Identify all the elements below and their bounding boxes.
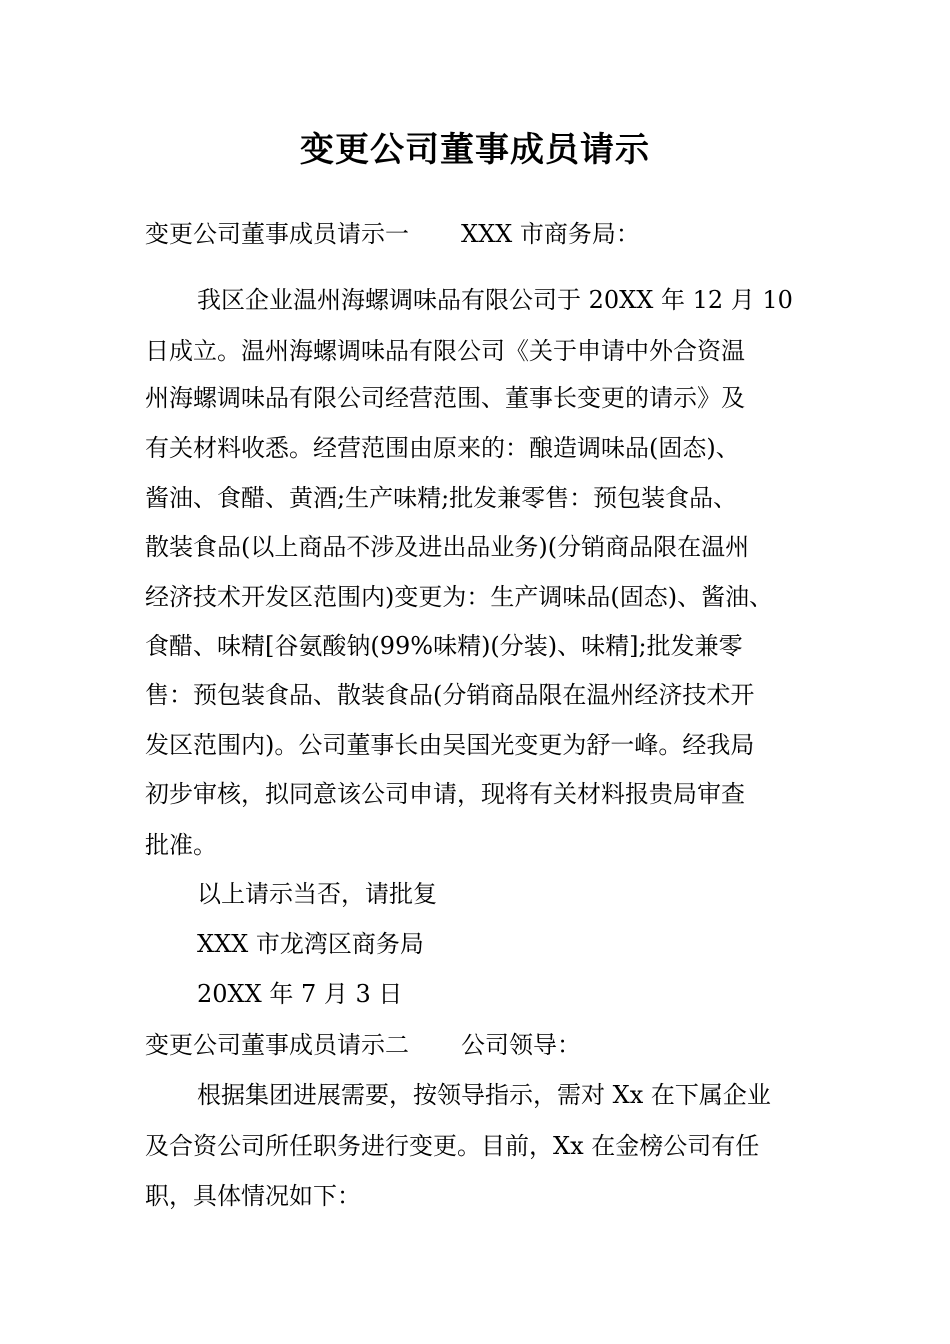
section2-heading-line — [145, 1029, 581, 1061]
paragraph-line: 有关材料收悉。经营范围由原来的：酿造调味品(固态)、 — [145, 434, 740, 462]
paragraph-line: 根据集团进展需要，按领导指示，需对 Xx 在下属企业 — [197, 1081, 771, 1109]
section1-heading-line — [145, 218, 640, 250]
section2-addressee: 公司领导： — [461, 1031, 581, 1059]
paragraph-line: 及合资公司所任职务进行变更。目前，Xx 在金榜公司有任 — [145, 1132, 760, 1160]
paragraph-line: 批准。 — [145, 831, 217, 859]
section2-heading: 变更公司董事成员请示二 — [145, 1031, 409, 1059]
paragraph-line: 初步审核，拟同意该公司申请，现将有关材料报贵局审查 — [145, 780, 745, 808]
paragraph-line: 日成立。温州海螺调味品有限公司《关于申请中外合资温 — [145, 337, 745, 365]
sender-line: XXX 市龙湾区商务局 — [197, 930, 424, 958]
paragraph-line: 售：预包装食品、散装食品(分销商品限在温州经济技术开 — [145, 681, 755, 709]
paragraph-line: 食醋、味精[谷氨酸钠(99%味精)(分装)、味精];批发兼零 — [145, 632, 743, 660]
paragraph-line: 州海螺调味品有限公司经营范围、董事长变更的请示》及 — [145, 384, 745, 412]
paragraph-line: 酱油、食醋、黄酒;生产味精;批发兼零售：预包装食品、 — [145, 484, 738, 512]
document-title: 变更公司董事成员请示 — [300, 130, 650, 170]
date-line: 20XX 年 7 月 3 日 — [197, 980, 403, 1008]
paragraph-line: 经济技术开发区范围内)变更为：生产调味品(固态)、酱油、 — [145, 583, 774, 611]
section1-heading: 变更公司董事成员请示一 — [145, 220, 409, 248]
paragraph-line: 发区范围内)。公司董事长由吴国光变更为舒一峰。经我局 — [145, 731, 755, 759]
closing-line: 以上请示当否，请批复 — [197, 880, 437, 908]
paragraph-line: 职，具体情况如下： — [145, 1182, 361, 1210]
paragraph-line: 我区企业温州海螺调味品有限公司于 20XX 年 12 月 10 — [197, 286, 793, 314]
paragraph-line: 散装食品(以上商品不涉及进出品业务)(分销商品限在温州 — [145, 533, 750, 561]
section1-addressee: XXX 市商务局： — [461, 220, 640, 248]
